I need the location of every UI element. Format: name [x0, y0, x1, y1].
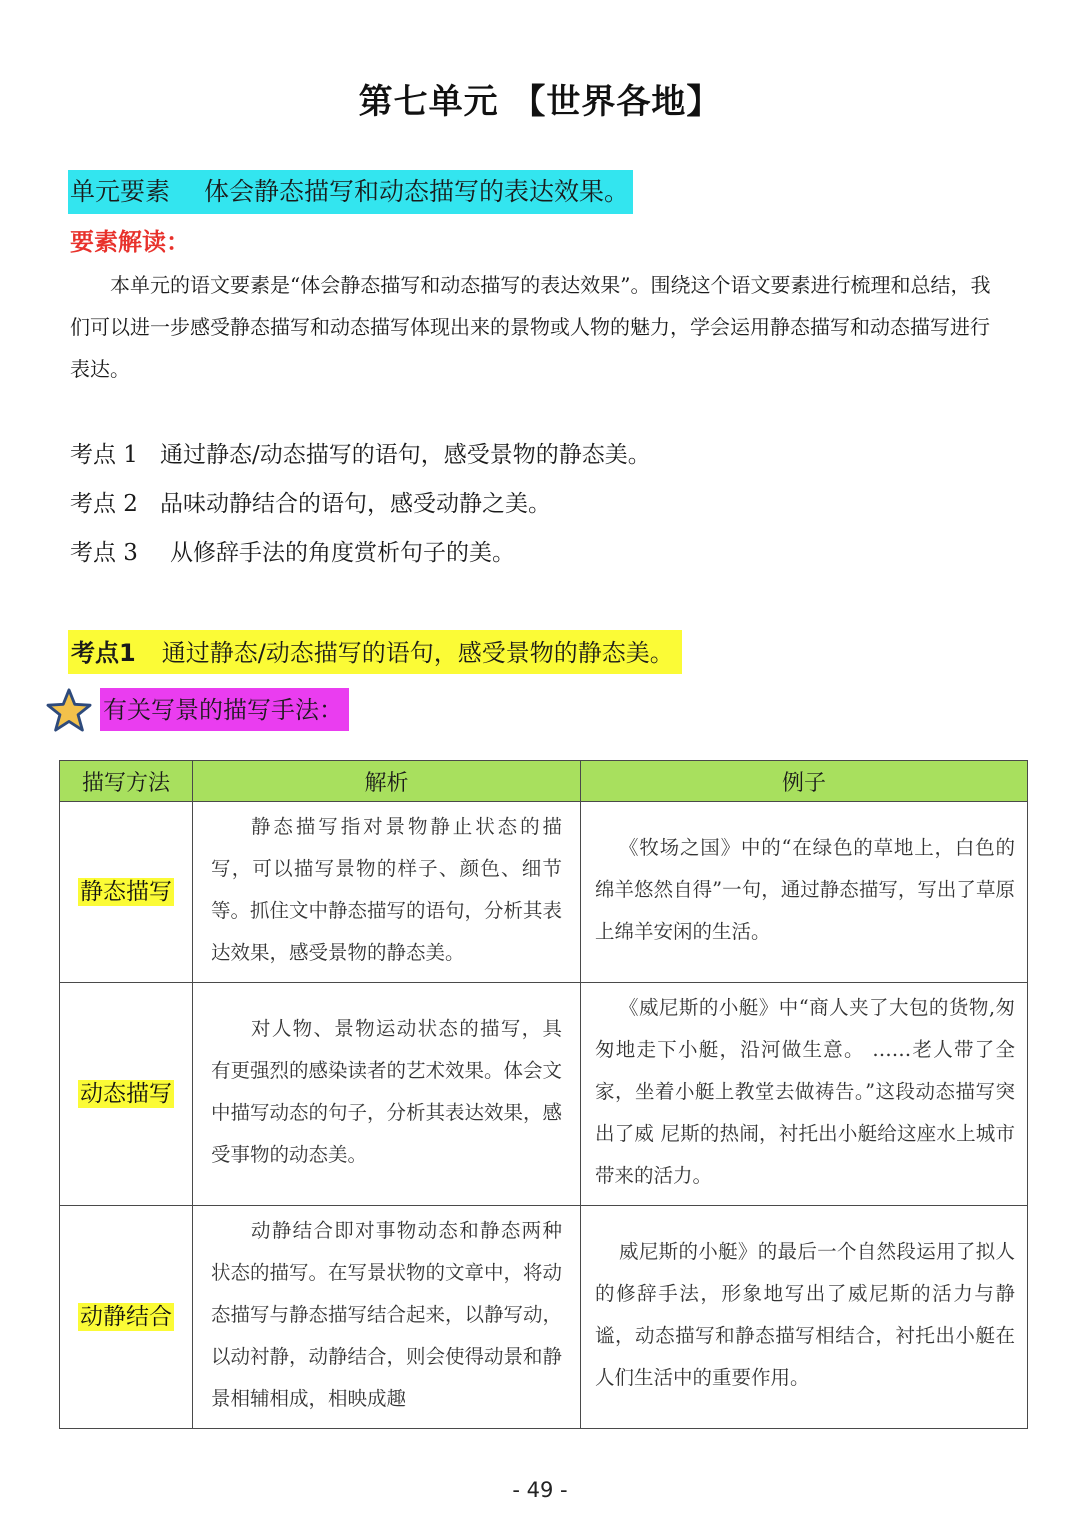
header-analysis: 解析 [193, 761, 581, 802]
exam-point-label: 考点 2 [70, 491, 138, 517]
analysis-cell: 对人物、景物运动状态的描写，具有更强烈的感染读者的艺术效果。体会文中描写动态的句子，分析其表达效果，感受事物的动态美。 [193, 983, 581, 1206]
section-heading-point-1 [68, 630, 682, 674]
method-cell [60, 983, 193, 1206]
section-point-label: 考点1 [71, 639, 136, 667]
page-title: 第七单元 【世界各地】 [358, 82, 722, 122]
header-example: 例子 [581, 761, 1028, 802]
exam-point [70, 435, 651, 484]
method-cell [60, 1206, 193, 1429]
interpretation-heading: 要素解读： [70, 228, 190, 256]
methods-heading: 有关写景的描写手法： [100, 688, 349, 731]
unit-requirement-text: 体会静态描写和动态描写的表达效果。 [204, 177, 630, 206]
example-cell: 《威尼斯的小艇》中“商人夹了大包的货物,匆匆地走下小艇，沿河做生意。 ……老人带了全家，坐着小艇上教堂去做祷告。”这段动态描写突出了威 尼斯的热闹，衬托出小艇给这座水上城市带来的活力。 [581, 983, 1028, 1206]
exam-point-text: 从修辞手法的角度赏析句子的美。 [170, 540, 515, 566]
analysis-cell: 静态描写指对景物静止状态的描写，可以描写景物的样子、颜色、细节等。抓住文中静态描写的语句，分析其表达效果，感受景物的静态美。 [193, 802, 581, 983]
exam-point [70, 533, 651, 582]
method-name: 动静结合 [80, 1303, 172, 1330]
table-row [60, 983, 1028, 1206]
exam-point-text: 通过静态/动态描写的语句，感受景物的静态美。 [160, 442, 651, 468]
method-name: 静态描写 [80, 878, 172, 905]
page-number: - 49 - [512, 1478, 568, 1502]
exam-point-label: 考点 1 [70, 442, 138, 468]
exam-point [70, 484, 651, 533]
example-cell: 《牧场之国》中的“在绿色的草地上，白色的绵羊悠然自得”一句，通过静态描写，写出了草原上绵羊安闲的生活。 [581, 802, 1028, 983]
exam-point-label: 考点 3 [70, 540, 138, 566]
method-cell [60, 802, 193, 983]
unit-requirement-label: 单元要素 [70, 177, 171, 206]
star-icon [46, 688, 92, 732]
analysis-cell: 动静结合即对事物动态和静态两种状态的描写。在写景状物的文章中，将动态描写与静态描写结合起来，以静写动，以动衬静，动静结合，则会使得动景和静景相辅相成，相映成趣 [193, 1206, 581, 1429]
unit-requirement [68, 170, 633, 214]
table-header-row [60, 761, 1028, 802]
section-point-text: 通过静态/动态描写的语句，感受景物的静态美。 [161, 639, 674, 667]
exam-point-text: 品味动静结合的语句，感受动静之美。 [160, 491, 551, 517]
example-cell: 威尼斯的小艇》的最后一个自然段运用了拟人的修辞手法，形象地写出了威尼斯的活力与静谧，动态描写和静态描写相结合，衬托出小艇在人们生活中的重要作用。 [581, 1206, 1028, 1429]
intro-paragraph: 本单元的语文要素是“体会静态描写和动态描写的表达效果”。围绕这个语文要素进行梳理和总结，我们可以进一步感受静态描写和动态描写体现出来的景物或人物的魅力，学会运用静态描写和动态描写进行表达。 [70, 273, 991, 381]
table-row [60, 802, 1028, 983]
exam-points-list [70, 435, 651, 582]
header-method: 描写方法 [60, 761, 193, 802]
table-row [60, 1206, 1028, 1429]
methods-table [59, 760, 1028, 1429]
method-name: 动态描写 [80, 1080, 172, 1107]
